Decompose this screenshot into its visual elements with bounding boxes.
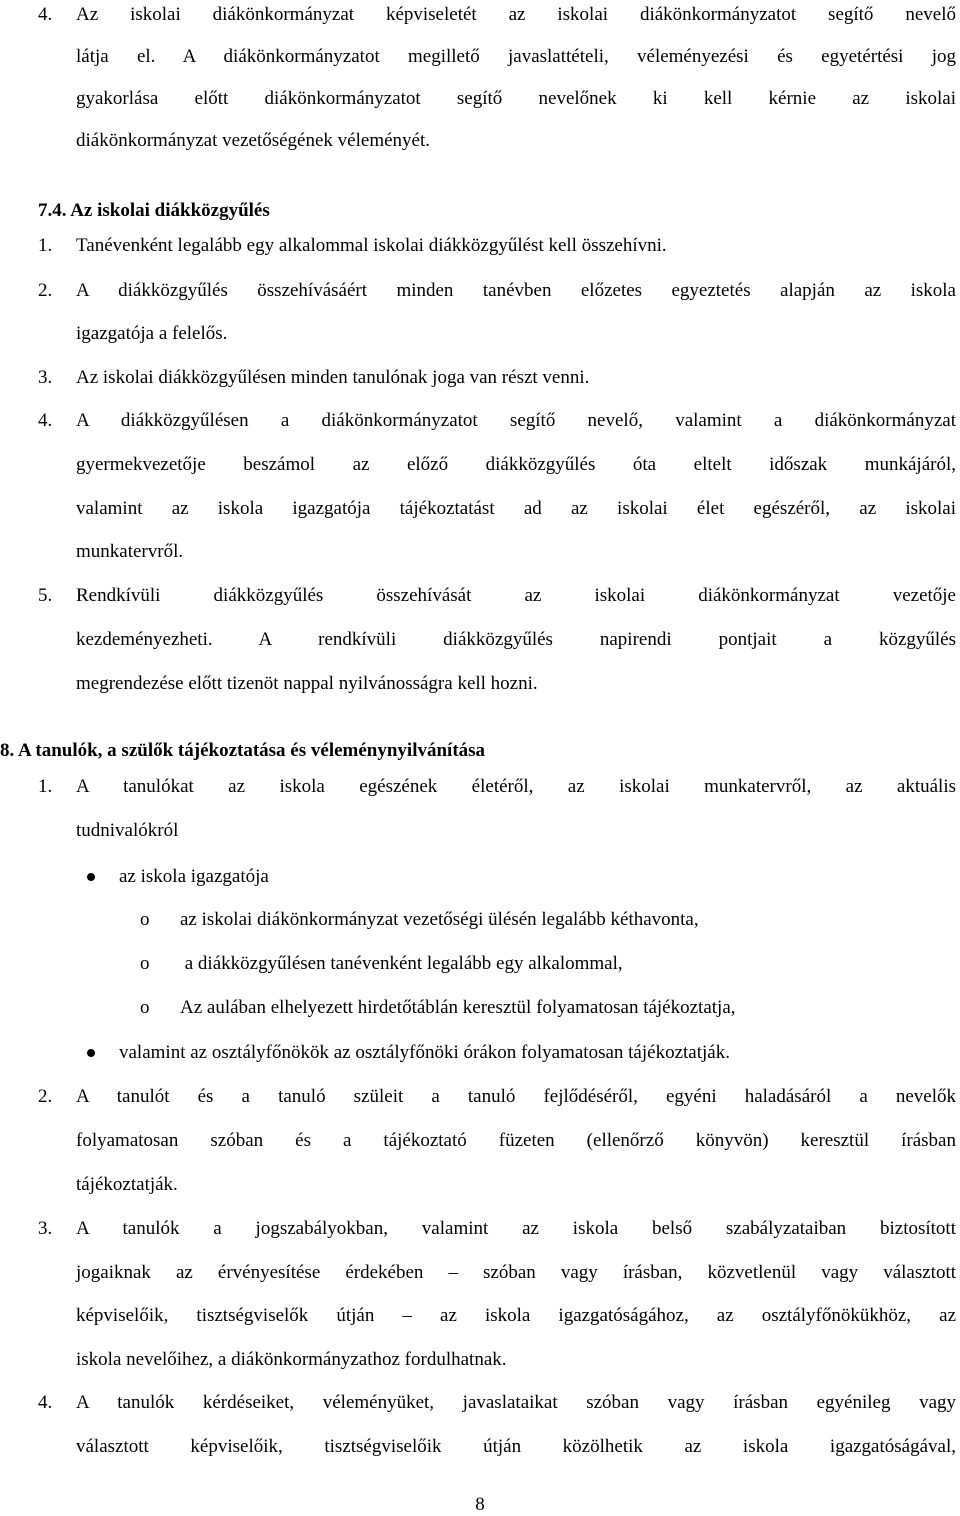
paragraph-line: diákönkormányzat vezetőségének véleményét.	[76, 130, 430, 151]
paragraph-line: A diákközgyűlés összehívásáért minden tanévben előzetes egyeztetés alapján az iskola	[76, 280, 956, 301]
item-number: 3.	[38, 367, 53, 388]
sub-bullet-item: az iskolai diákönkormányzat vezetőségi ülésén legalább kéthavonta,	[180, 909, 699, 930]
paragraph-line: iskola nevelőihez, a diákönkormányzathoz fordulhatnak.	[76, 1349, 507, 1370]
paragraph-line: képviselőik, tisztségviselők útján – az iskola igazgatóságához, az osztályfőnökükhöz, az	[76, 1305, 956, 1326]
paragraph-line: Rendkívüli diákközgyűlés összehívását az iskolai diákönkormányzat vezetője	[76, 585, 956, 606]
paragraph-line: folyamatosan szóban és a tájékoztató füzeten (ellenőrző könyvön) keresztül írásban	[76, 1130, 956, 1151]
circle-bullet-icon: o	[140, 997, 150, 1018]
item-number: 4.	[38, 4, 53, 25]
paragraph-line: megrendezése előtt tizenöt nappal nyilvánosságra kell hozni.	[76, 673, 538, 694]
paragraph-line: A tanulót és a tanuló szüleit a tanuló fejlődéséről, egyéni haladásáról a nevelők	[76, 1086, 956, 1107]
paragraph-line: A tanulókat az iskola egészének életéről, az iskolai munkatervről, az aktuális	[76, 776, 956, 797]
paragraph-line: munkatervről.	[76, 541, 184, 562]
item-number: 1.	[38, 235, 53, 256]
paragraph-line: valamint az iskola igazgatója tájékoztatást ad az iskolai élet egészéről, az iskolai	[76, 498, 956, 519]
circle-bullet-icon: o	[140, 953, 150, 974]
paragraph-line: A diákközgyűlésen a diákönkormányzatot segítő nevelő, valamint a diákönkormányzat	[76, 410, 956, 431]
paragraph-line: Tanévenként legalább egy alkalommal iskolai diákközgyűlést kell összehívni.	[76, 235, 667, 256]
paragraph-line: tudnivalókról	[76, 820, 179, 841]
item-number: 4.	[38, 410, 53, 431]
paragraph-line: gyakorlása előtt diákönkormányzatot segítő nevelőnek ki kell kérnie az iskolai	[76, 88, 956, 109]
paragraph-line: tájékoztatják.	[76, 1174, 178, 1195]
paragraph-line: igazgatója a felelős.	[76, 323, 228, 344]
paragraph-line: Az iskolai diákönkormányzat képviseletét az iskolai diákönkormányzatot segítő nevelő	[76, 4, 956, 25]
section-heading: 7.4. Az iskolai diákközgyűlés	[38, 200, 270, 221]
paragraph-line: jogaiknak az érvényesítése érdekében – szóban vagy írásban, közvetlenül vagy választott	[76, 1262, 956, 1283]
item-number: 5.	[38, 585, 53, 606]
item-number: 2.	[38, 280, 53, 301]
page-number: 8	[475, 1494, 485, 1515]
item-number: 3.	[38, 1218, 53, 1239]
sub-bullet-item: a diákközgyűlésen tanévenként legalább egy alkalommal,	[180, 953, 623, 974]
paragraph-line: Az iskolai diákközgyűlésen minden tanulónak joga van részt venni.	[76, 367, 590, 388]
paragraph-line: gyermekvezetője beszámol az előző diákközgyűlés óta eltelt időszak munkájáról,	[76, 454, 956, 475]
bullet-icon	[87, 873, 95, 881]
item-number: 2.	[38, 1086, 53, 1107]
sub-bullet-item: Az aulában elhelyezett hirdetőtáblán keresztül folyamatosan tájékoztatja,	[180, 997, 736, 1018]
paragraph-line: látja el. A diákönkormányzatot megillető javaslattételi, véleményezési és egyetértési jog	[76, 46, 956, 67]
item-number: 4.	[38, 1392, 53, 1413]
section-heading: 8. A tanulók, a szülők tájékoztatása és véleménynyilvánítása	[0, 740, 486, 761]
bullet-icon	[87, 1049, 95, 1057]
bullet-item: az iskola igazgatója	[119, 866, 269, 887]
paragraph-line: A tanulók kérdéseiket, véleményüket, javaslataikat szóban vagy írásban egyénileg vagy	[76, 1392, 956, 1413]
bullet-item: valamint az osztályfőnökök az osztályfőnöki órákon folyamatosan tájékoztatják.	[119, 1042, 730, 1063]
paragraph-line: választott képviselőik, tisztségviselőik útján közölhetik az iskola igazgatóságával,	[76, 1436, 956, 1457]
item-number: 1.	[38, 776, 53, 797]
paragraph-line: A tanulók a jogszabályokban, valamint az iskola belső szabályzataiban biztosított	[76, 1218, 956, 1239]
paragraph-line: kezdeményezheti. A rendkívüli diákközgyűlés napirendi pontjait a közgyűlés	[76, 629, 956, 650]
circle-bullet-icon: o	[140, 909, 150, 930]
